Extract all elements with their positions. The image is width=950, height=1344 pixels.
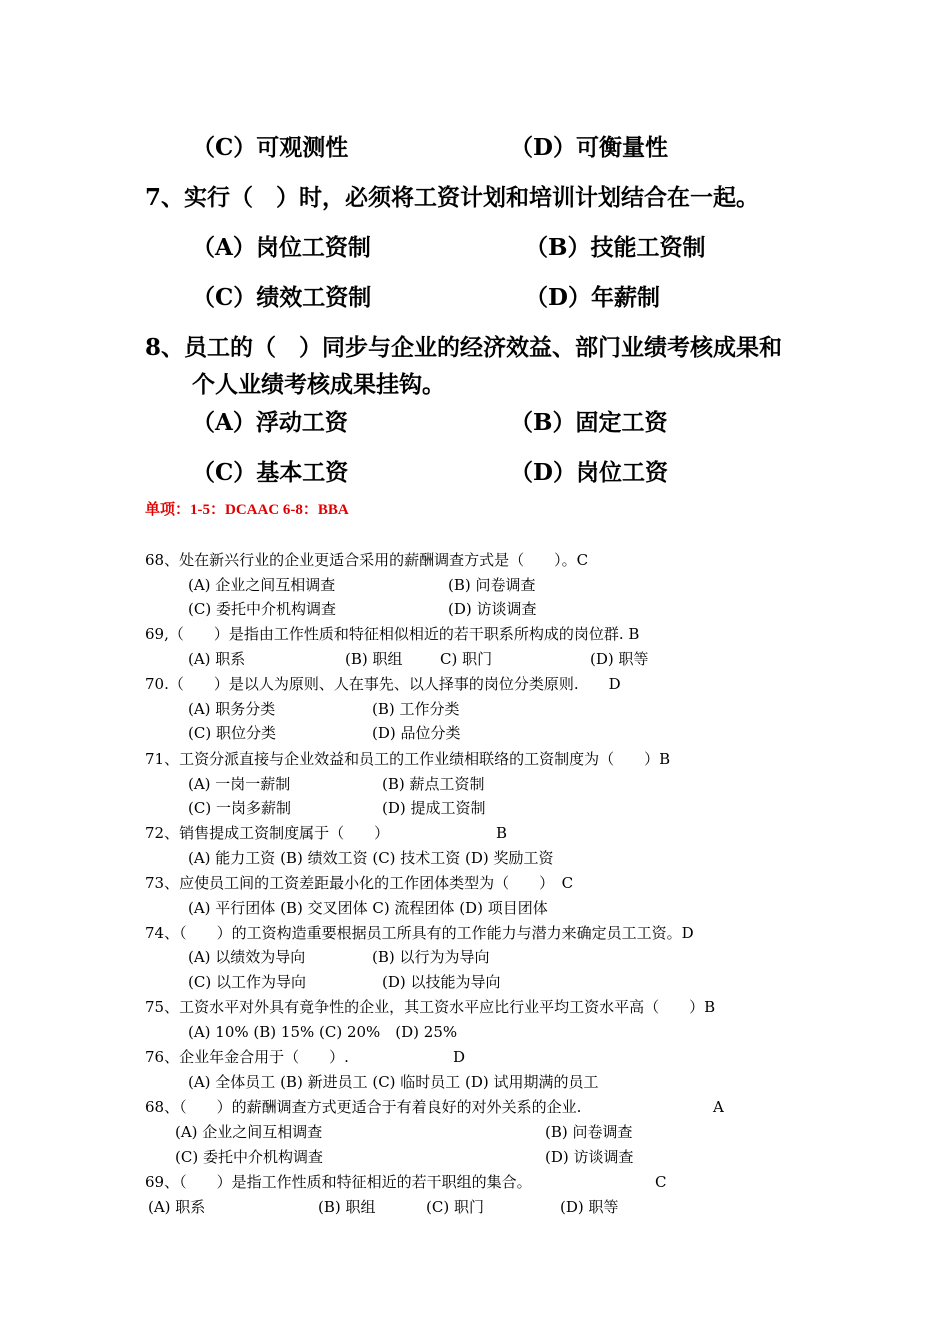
q71-stem: 71、工资分派直接与企业效益和员工的工作业绩相联络的工资制度为（ ）B	[145, 750, 671, 768]
q7-option-a: （A）岗位工资制	[192, 234, 371, 261]
q69b-answer: C	[655, 1173, 667, 1191]
q68b-option-d: (D) 访谈调查	[545, 1148, 634, 1166]
q71-option-b: (B) 薪点工资制	[382, 775, 485, 793]
q72-answer: B	[496, 824, 508, 842]
q70-option-c: (C) 职位分类	[188, 724, 276, 742]
q8-stem-line1: 8、员工的（ ）同步与企业的经济效益、部门业绩考核成果和	[145, 334, 783, 361]
q74-option-a: (A) 以绩效为导向	[188, 948, 306, 966]
q70-option-d: (D) 品位分类	[372, 724, 461, 742]
q69b-option-a: (A) 职系	[148, 1198, 206, 1216]
q76-stem: 76、企业年金合用于（ ）.	[145, 1048, 349, 1066]
q68-option-c: (C) 委托中介机构调查	[188, 600, 336, 618]
q70-option-b: (B) 工作分类	[372, 700, 460, 718]
q69b-option-d: (D) 职等	[560, 1198, 619, 1216]
q7-option-d: （D）年薪制	[525, 284, 660, 311]
q68-option-d: (D) 访谈调查	[448, 600, 537, 618]
q68-stem: 68、处在新兴行业的企业更适合采用的薪酬调查方式是（ ）。C	[145, 551, 589, 569]
q7-option-b: （B）技能工资制	[525, 234, 706, 261]
q70-option-a: (A) 职务分类	[188, 700, 276, 718]
q71-option-a: (A) 一岗一薪制	[188, 775, 291, 793]
q72-options: (A) 能力工资 (B) 绩效工资 (C) 技术工资 (D) 奖励工资	[188, 849, 554, 867]
q6-option-c: （C）可观测性	[192, 134, 349, 161]
q69b-option-c: (C) 职门	[426, 1198, 484, 1216]
q69-option-d: (D) 职等	[590, 650, 649, 668]
q71-option-d: (D) 提成工资制	[382, 799, 486, 817]
q8-option-c: （C）基本工资	[192, 459, 349, 486]
q69b-option-b: (B) 职组	[318, 1198, 376, 1216]
q69-stem: 69,（ ）是指由工作性质和特征相似相近的若干职系所构成的岗位群. B	[145, 625, 640, 643]
answer-key: 单项：1-5：DCAAC 6-8：BBA	[145, 502, 349, 518]
q70-stem: 70.（ ）是以人为原则、人在事先、以人择事的岗位分类原则. D	[145, 675, 621, 693]
q8-option-d: （D）岗位工资	[510, 459, 668, 486]
q73-options: (A) 平行团体 (B) 交叉团体 C) 流程团体 (D) 项目团体	[188, 899, 548, 917]
q68-option-b: (B) 问卷调查	[448, 576, 536, 594]
q68-option-a: (A) 企业之间互相调查	[188, 576, 336, 594]
q73-stem: 73、应使员工间的工资差距最小化的工作团体类型为（ ） C	[145, 874, 574, 892]
q74-option-b: (B) 以行为为导向	[372, 948, 490, 966]
q74-option-d: (D) 以技能为导向	[382, 973, 501, 991]
q76-options: (A) 全体员工 (B) 新进员工 (C) 临时员工 (D) 试用期满的员工	[188, 1073, 599, 1091]
q8-option-b: （B）固定工资	[510, 409, 668, 436]
q69-option-b: (B) 职组	[345, 650, 403, 668]
q8-option-a: （A）浮动工资	[192, 409, 348, 436]
q7-option-c: （C）绩效工资制	[192, 284, 372, 311]
q71-option-c: (C) 一岗多薪制	[188, 799, 291, 817]
q68b-stem: 68、（ ）的薪酬调查方式更适合于有着良好的对外关系的企业.	[145, 1098, 582, 1116]
q6-option-d: （D）可衡量性	[510, 134, 668, 161]
q8-stem-line2: 个人业绩考核成果挂钩。	[192, 371, 445, 398]
q75-options: (A) 10% (B) 15% (C) 20% (D) 25%	[188, 1023, 458, 1041]
q75-stem: 75、工资水平对外具有竟争性的企业，其工资水平应比行业平均工资水平高（ ）B	[145, 998, 716, 1016]
q74-option-c: (C) 以工作为导向	[188, 973, 306, 991]
q7-stem: 7、实行（ ）时，必须将工资计划和培训计划结合在一起。	[145, 184, 760, 211]
q69b-stem: 69、（ ）是指工作性质和特征相近的若干职组的集合。	[145, 1173, 532, 1191]
q69-option-a: (A) 职系	[188, 650, 246, 668]
q68b-option-c: (C) 委托中介机构调查	[175, 1148, 323, 1166]
q68b-answer: A	[713, 1098, 724, 1116]
q69-option-c: C) 职门	[440, 650, 493, 668]
q72-stem: 72、销售提成工资制度属于（ ）	[145, 824, 390, 842]
q68b-option-a: (A) 企业之间互相调查	[175, 1123, 323, 1141]
q74-stem: 74、（ ）的工资构造重要根据员工所具有的工作能力与潜力来确定员工工资。D	[145, 924, 694, 942]
q68b-option-b: (B) 问卷调查	[545, 1123, 633, 1141]
q76-answer: D	[453, 1048, 466, 1066]
